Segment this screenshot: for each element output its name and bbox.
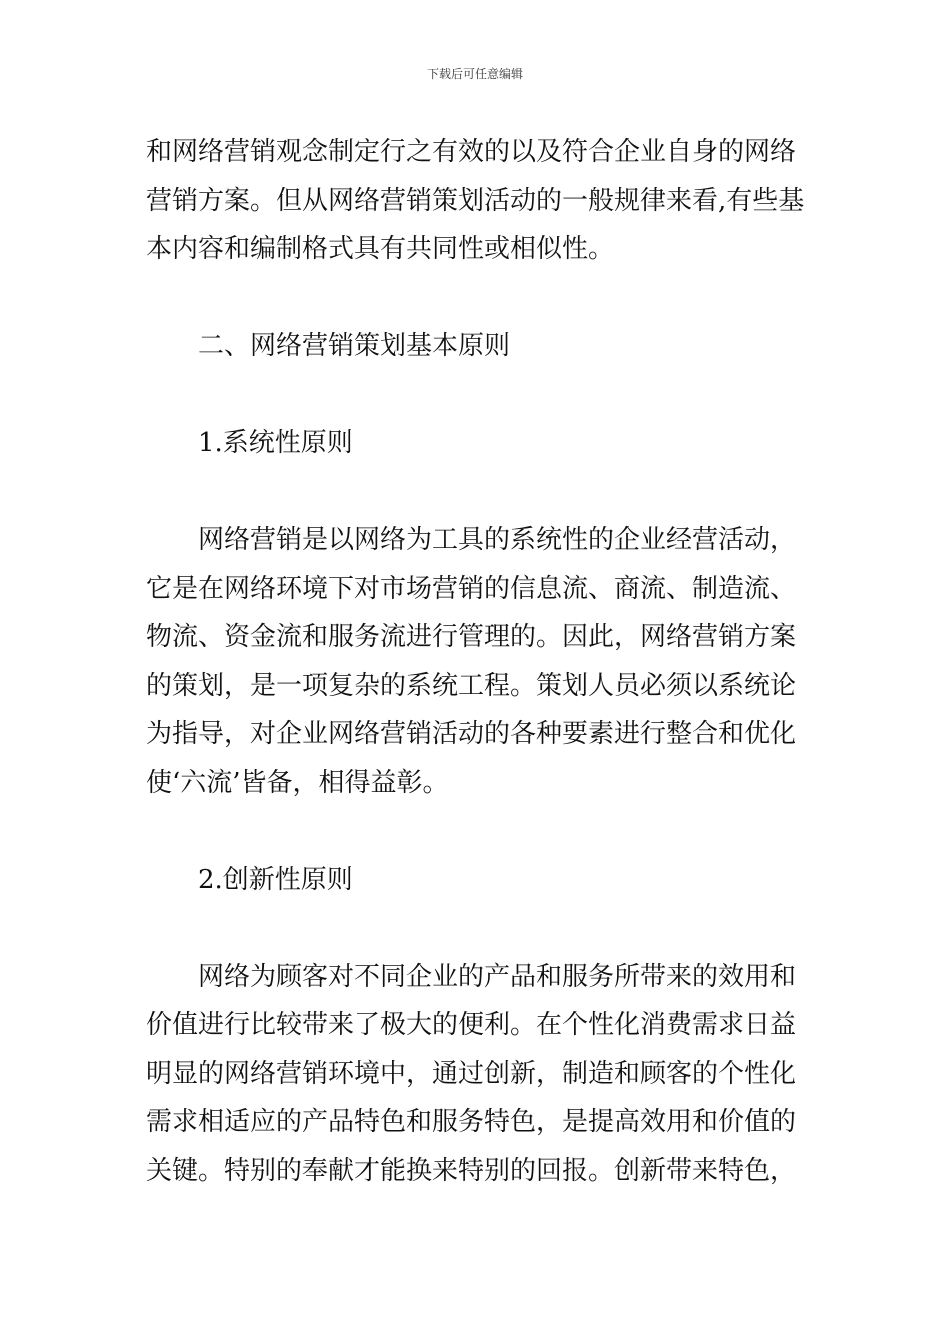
sub2-line-2: 价值进行比较带来了极大的便利。在个性化消费需求日益 (146, 1010, 797, 1040)
page-header-note: 下载后可任意编辑 (426, 67, 523, 81)
intro-line-3: 本内容和编制格式具有共同性或相似性。 (146, 234, 615, 264)
sub1-line-2: 它是在网络环境下对市场营销的信息流、商流、制造流、 (146, 573, 797, 604)
document-body (146, 128, 814, 1195)
sub2-line-1: 网络为顾客对不同企业的产品和服务所带来的效用和 (198, 961, 797, 992)
intro-line-1: 和网络营销观念制定行之有效的以及符合企业自身的网络 (146, 137, 797, 167)
sub1-line-3: 物流、资金流和服务流进行管理的。因此，网络营销方案 (146, 622, 797, 652)
sub2-line-5: 关键。特别的奉献才能换来特别的回报。创新带来特色， (146, 1155, 797, 1186)
sub1-line-1: 网络营销是以网络为工具的系统性的企业经营活动， (198, 525, 797, 555)
paragraph-gap (146, 468, 814, 517)
paragraph-gap (146, 807, 814, 856)
sub1-line-4: 的策划，是一项复杂的系统工程。策划人员必须以系统论 (146, 670, 797, 701)
subsection-heading-1: 1.系统性原则 (198, 428, 353, 458)
sub2-line-4: 需求相适应的产品特色和服务特色，是提高效用和价值的 (146, 1107, 797, 1137)
section-heading: 二、网络营销策划基本原则 (198, 331, 511, 361)
sub2-line-3: 明显的网络营销环境中，通过创新，制造和顾客的个性化 (146, 1058, 797, 1089)
intro-line-2: 营销方案。但从网络营销策划活动的一般规律来看,有些基 (146, 185, 805, 216)
paragraph-gap (146, 274, 814, 323)
paragraph-gap (146, 904, 814, 953)
subsection-heading-2: 2.创新性原则 (198, 864, 353, 895)
sub1-line-5: 为指导，对企业网络营销活动的各种要素进行整合和优化 (146, 719, 797, 749)
paragraph-gap (146, 371, 814, 420)
sub1-line-6: 使‘六流’皆备，相得益彰。 (146, 767, 449, 798)
